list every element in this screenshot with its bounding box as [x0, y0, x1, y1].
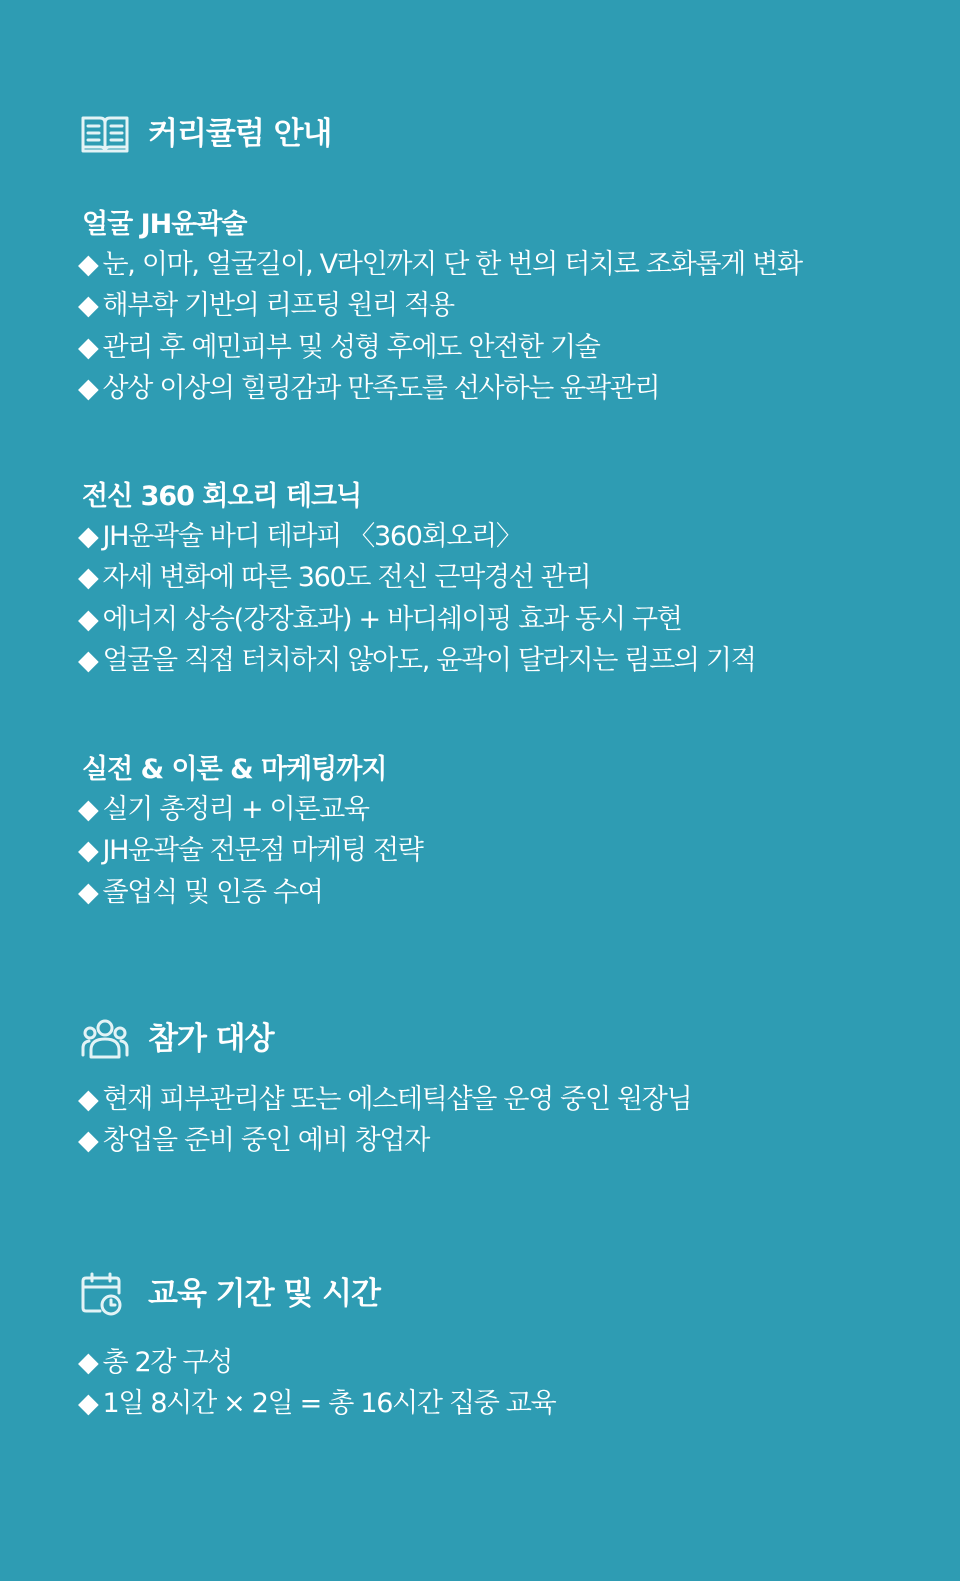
schedule-heading	[80, 1272, 380, 1316]
curriculum-title: 커리큘럼 안내	[148, 115, 332, 152]
list-item: ◆ 상상 이상의 힐링감과 만족도를 선사하는 윤곽관리	[78, 372, 660, 404]
list-item: ◆ 1일 8시간 × 2일 = 총 16시간 집중 교육	[78, 1388, 556, 1420]
target-title: 참가 대상	[148, 1020, 274, 1057]
section-title-face-contour: 얼굴 JH윤곽술	[82, 209, 247, 240]
calendar-clock-icon	[80, 1272, 130, 1316]
target-list	[78, 1079, 691, 1162]
curriculum-heading	[80, 112, 331, 156]
section-title-body-360: 전신 360 회오리 테크닉	[82, 481, 362, 512]
list-item: ◆ 해부학 기반의 리프팅 원리 적용	[78, 290, 454, 322]
list-item: ◆ 졸업식 및 인증 수여	[78, 876, 323, 908]
list-item: ◆ 총 2강 구성	[78, 1347, 233, 1378]
list-item: ◆ JH윤곽술 바디 테라피 〈360회오리〉	[78, 521, 522, 552]
section-list-practice-theory-marketing	[78, 789, 423, 913]
book-icon	[80, 112, 130, 156]
list-item: ◆ 실기 총정리 + 이론교육	[78, 794, 369, 825]
target-heading	[80, 1017, 274, 1061]
list-item: ◆ 에너지 상승(강장효과) + 바디쉐이핑 효과 동시 구현	[78, 603, 682, 635]
people-icon	[80, 1017, 130, 1061]
list-item: ◆ 얼굴을 직접 터치하지 않아도, 윤곽이 달라지는 림프의 기적	[78, 644, 756, 676]
list-item: ◆ 눈, 이마, 얼굴길이, V라인까지 단 한 번의 터치로 조화롭게 변화	[78, 249, 802, 280]
schedule-list	[78, 1342, 555, 1425]
schedule-title: 교육 기간 및 시간	[148, 1275, 380, 1312]
list-item: ◆ 현재 피부관리샵 또는 에스테틱샵을 운영 중인 원장님	[78, 1084, 692, 1115]
section-list-body-360	[78, 516, 756, 681]
section-title-practice-theory-marketing: 실전 & 이론 & 마케팅까지	[82, 754, 387, 785]
list-item: ◆ JH윤곽술 전문점 마케팅 전략	[78, 835, 423, 867]
list-item: ◆ 자세 변화에 따른 360도 전신 근막경선 관리	[78, 562, 591, 594]
list-item: ◆ 창업을 준비 중인 예비 창업자	[78, 1125, 429, 1157]
section-list-face-contour	[78, 244, 802, 409]
list-item: ◆ 관리 후 예민피부 및 성형 후에도 안전한 기술	[78, 331, 600, 363]
